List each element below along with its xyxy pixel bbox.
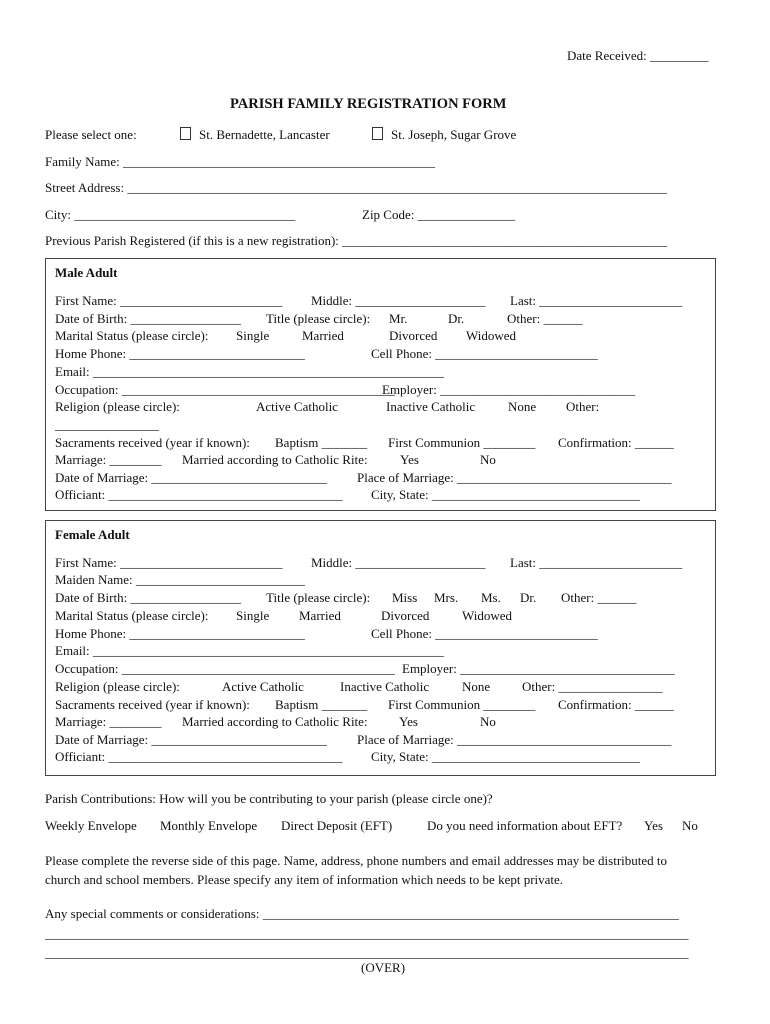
- male-rite-yes[interactable]: Yes: [400, 452, 419, 467]
- female-religion-label: Religion (please circle):: [55, 679, 180, 694]
- male-marital-widowed[interactable]: Widowed: [466, 328, 517, 343]
- female-rite-no[interactable]: No: [480, 714, 496, 729]
- female-title-dr[interactable]: Dr.: [520, 590, 537, 605]
- checkbox-icon[interactable]: [180, 127, 191, 140]
- zip-field[interactable]: Zip Code: _______________: [362, 207, 516, 222]
- select-label: Please select one:: [45, 127, 137, 142]
- male-date-marriage-field[interactable]: Date of Marriage: ___________________________: [55, 470, 327, 485]
- male-home-phone-field[interactable]: Home Phone: ___________________________: [55, 346, 305, 361]
- female-place-marriage-field[interactable]: Place of Marriage: _________________________________: [357, 732, 672, 747]
- previous-parish-field[interactable]: Previous Parish Registered (if this is a new registration): __________________________________________________: [45, 233, 668, 248]
- eft-yes[interactable]: Yes: [644, 818, 663, 833]
- male-first-name-field[interactable]: First Name: _________________________: [55, 293, 283, 308]
- male-title-dr[interactable]: Dr.: [448, 311, 465, 326]
- female-confirmation-field[interactable]: Confirmation: ______: [558, 697, 674, 712]
- eft-no[interactable]: No: [682, 818, 698, 833]
- female-rite-label: Married according to Catholic Rite:: [182, 714, 368, 729]
- female-religion-none[interactable]: None: [462, 679, 491, 694]
- female-marital-label: Marital Status (please circle):: [55, 608, 209, 623]
- female-title-mrs[interactable]: Mrs.: [434, 590, 459, 605]
- female-date-marriage-field[interactable]: Date of Marriage: ___________________________: [55, 732, 327, 747]
- parish-option-1-label: St. Bernadette, Lancaster: [199, 127, 330, 142]
- contribution-monthly-envelope[interactable]: Monthly Envelope: [160, 818, 258, 833]
- female-employer-field[interactable]: Employer: _________________________________: [402, 661, 675, 676]
- male-marital-single[interactable]: Single: [236, 328, 270, 343]
- female-title-miss[interactable]: Miss: [392, 590, 418, 605]
- female-adult-heading: Female Adult: [55, 527, 130, 542]
- male-employer-field[interactable]: Employer: ______________________________: [382, 382, 636, 397]
- male-adult-heading: Male Adult: [55, 265, 118, 280]
- date-received-field[interactable]: Date Received: _________: [567, 48, 709, 63]
- privacy-note-line-2: church and school members. Please specify any item of information which needs to be kept private.: [45, 872, 564, 887]
- female-maiden-name-field[interactable]: Maiden Name: __________________________: [55, 572, 305, 587]
- female-marriage-field[interactable]: Marriage: ________: [55, 714, 162, 729]
- comments-line-2[interactable]: ___________________________________________________________________________________________________: [45, 926, 689, 941]
- privacy-note-line-1: Please complete the reverse side of this page. Name, address, phone numbers and email addresses may be distributed to: [45, 853, 668, 868]
- male-marital-married[interactable]: Married: [302, 328, 344, 343]
- form-title: PARISH FAMILY REGISTRATION FORM: [230, 96, 507, 112]
- female-last-field[interactable]: Last: ______________________: [510, 555, 683, 570]
- male-email-field[interactable]: Email: ______________________________________________________: [55, 364, 444, 379]
- male-officiant-field[interactable]: Officiant: ____________________________________: [55, 487, 343, 502]
- female-cell-phone-field[interactable]: Cell Phone: _________________________: [371, 626, 598, 641]
- female-first-name-field[interactable]: First Name: _________________________: [55, 555, 283, 570]
- female-baptism-field[interactable]: Baptism _______: [275, 697, 368, 712]
- street-address-field[interactable]: Street Address: ___________________________________________________________________________________: [45, 180, 667, 195]
- male-title-other-field[interactable]: Other: ______: [507, 311, 583, 326]
- comments-field[interactable]: Any special comments or considerations: ________________________________________________________________: [45, 906, 679, 921]
- family-name-field[interactable]: Family Name: ________________________________________________: [45, 154, 435, 169]
- male-city-state-field[interactable]: City, State: ________________________________: [371, 487, 640, 502]
- male-place-marriage-field[interactable]: Place of Marriage: _________________________________: [357, 470, 672, 485]
- male-occupation-field[interactable]: Occupation: __________________________________________: [55, 382, 395, 397]
- city-field[interactable]: City: __________________________________: [45, 207, 296, 222]
- male-middle-field[interactable]: Middle: ____________________: [311, 293, 486, 308]
- male-title-mr[interactable]: Mr.: [389, 311, 408, 326]
- comments-line-3[interactable]: ___________________________________________________________________________________________________: [45, 945, 689, 960]
- female-officiant-field[interactable]: Officiant: ____________________________________: [55, 749, 343, 764]
- over-label: (OVER): [361, 960, 406, 975]
- female-religion-other-field[interactable]: Other: ________________: [522, 679, 663, 694]
- female-title-ms[interactable]: Ms.: [481, 590, 501, 605]
- male-communion-field[interactable]: First Communion ________: [388, 435, 536, 450]
- contribution-direct-deposit[interactable]: Direct Deposit (EFT): [281, 818, 393, 833]
- female-sacraments-label: Sacraments received (year if known):: [55, 697, 250, 712]
- female-city-state-field[interactable]: City, State: ________________________________: [371, 749, 640, 764]
- female-middle-field[interactable]: Middle: ____________________: [311, 555, 486, 570]
- male-religion-none[interactable]: None: [508, 399, 537, 414]
- male-marital-label: Marital Status (please circle):: [55, 328, 209, 343]
- checkbox-icon[interactable]: [372, 127, 383, 140]
- male-religion-other-field[interactable]: ________________: [55, 417, 159, 432]
- male-rite-no[interactable]: No: [480, 452, 496, 467]
- female-title-other-field[interactable]: Other: ______: [561, 590, 637, 605]
- female-email-field[interactable]: Email: ______________________________________________________: [55, 643, 444, 658]
- male-religion-label: Religion (please circle):: [55, 399, 180, 414]
- male-marital-divorced[interactable]: Divorced: [389, 328, 438, 343]
- female-marital-single[interactable]: Single: [236, 608, 270, 623]
- eft-question: Do you need information about EFT?: [427, 818, 623, 833]
- male-last-field[interactable]: Last: ______________________: [510, 293, 683, 308]
- parish-option-1[interactable]: [180, 127, 330, 143]
- female-home-phone-field[interactable]: Home Phone: ___________________________: [55, 626, 305, 641]
- male-marriage-field[interactable]: Marriage: ________: [55, 452, 162, 467]
- female-religion-inactive[interactable]: Inactive Catholic: [340, 679, 430, 694]
- female-rite-yes[interactable]: Yes: [399, 714, 418, 729]
- male-cell-phone-field[interactable]: Cell Phone: _________________________: [371, 346, 598, 361]
- male-dob-field[interactable]: Date of Birth: _________________: [55, 311, 241, 326]
- contribution-weekly-envelope[interactable]: Weekly Envelope: [45, 818, 137, 833]
- male-sacraments-label: Sacraments received (year if known):: [55, 435, 250, 450]
- female-marital-married[interactable]: Married: [299, 608, 341, 623]
- male-rite-label: Married according to Catholic Rite:: [182, 452, 368, 467]
- female-marital-widowed[interactable]: Widowed: [462, 608, 513, 623]
- female-marital-divorced[interactable]: Divorced: [381, 608, 430, 623]
- parish-option-2[interactable]: [372, 127, 516, 143]
- female-occupation-field[interactable]: Occupation: __________________________________________: [55, 661, 395, 676]
- female-religion-active[interactable]: Active Catholic: [222, 679, 304, 694]
- male-baptism-field[interactable]: Baptism _______: [275, 435, 368, 450]
- male-religion-other[interactable]: Other:: [566, 399, 600, 414]
- female-dob-field[interactable]: Date of Birth: _________________: [55, 590, 241, 605]
- contributions-question: Parish Contributions: How will you be contributing to your parish (please circle one)?: [45, 791, 493, 806]
- male-religion-active[interactable]: Active Catholic: [256, 399, 338, 414]
- male-religion-inactive[interactable]: Inactive Catholic: [386, 399, 476, 414]
- parish-option-2-label: St. Joseph, Sugar Grove: [391, 127, 517, 142]
- female-communion-field[interactable]: First Communion ________: [388, 697, 536, 712]
- male-confirmation-field[interactable]: Confirmation: ______: [558, 435, 674, 450]
- female-title-label: Title (please circle):: [266, 590, 371, 605]
- male-title-label: Title (please circle):: [266, 311, 371, 326]
